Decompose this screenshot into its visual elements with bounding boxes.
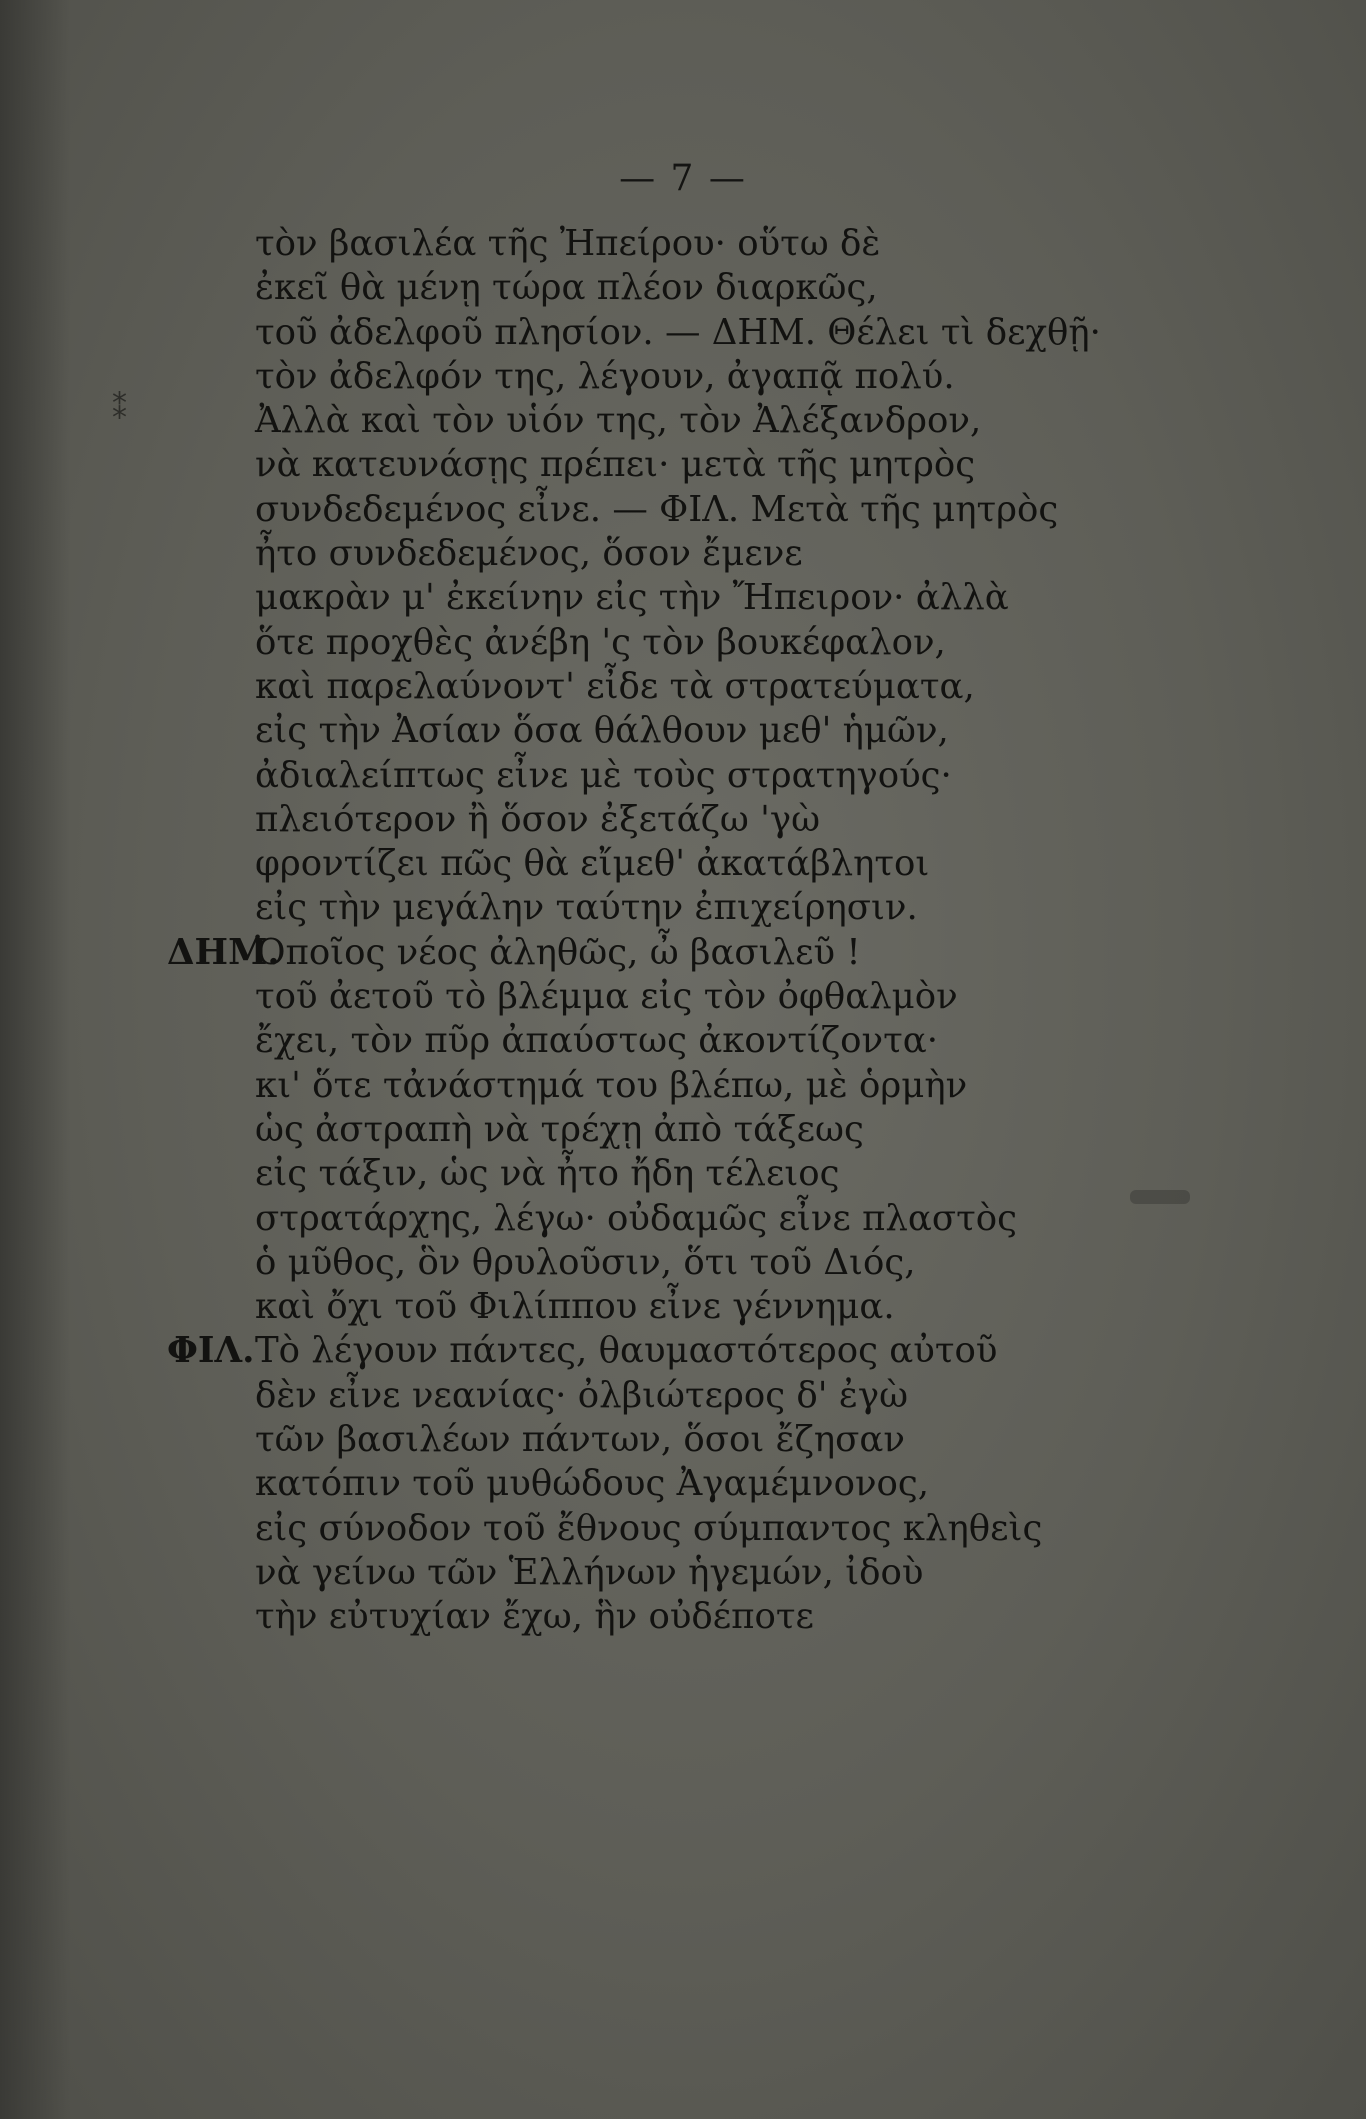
line-text: εἰς σύνοδον τοῦ ἔθνους σύμπαντος κληθεὶς bbox=[255, 1507, 1043, 1549]
line-text: φροντίζει πῶς θὰ εἴμεθ' ἀκατάβλητοι bbox=[255, 843, 930, 885]
line-text: εἰς τὴν μεγάλην ταύτην ἐπιχείρησιν. bbox=[255, 887, 918, 929]
text-line bbox=[255, 1019, 1255, 1063]
text-line bbox=[255, 222, 1255, 266]
text-line bbox=[255, 1152, 1255, 1196]
line-text: ὅτε προχθὲς ἀνέβη 'ς τὸν βουκέφαλον, bbox=[255, 621, 946, 663]
text-line bbox=[255, 1197, 1255, 1241]
line-text: εἰς τὴν Ἀσίαν ὅσα θάλθουν μεθ' ἡμῶν, bbox=[255, 710, 949, 752]
line-text: Ὁποῖος νέος ἀληθῶς, ὦ βασιλεῦ ! bbox=[255, 931, 861, 973]
line-text: τοῦ ἀετοῦ τὸ βλέμμα εἰς τὸν ὀφθαλμὸν bbox=[255, 976, 958, 1018]
line-text: ἔχει, τὸν πῦρ ἀπαύστως ἀκοντίζοντα· bbox=[255, 1020, 938, 1062]
line-text: πλειότερον ἢ ὅσον ἐξετάζω 'γὼ bbox=[255, 798, 821, 840]
text-line bbox=[255, 1595, 1255, 1639]
text-line bbox=[255, 1374, 1255, 1418]
text-line bbox=[255, 842, 1255, 886]
line-text: νὰ γείνω τῶν Ἑλλήνων ἡγεμών, ἰδοὺ bbox=[255, 1551, 924, 1593]
line-text: κατόπιν τοῦ μυθώδους Ἀγαμέμνονος, bbox=[255, 1463, 930, 1505]
line-text: δὲν εἶνε νεανίας· ὀλβιώτερος δ' ἐγὼ bbox=[255, 1374, 909, 1416]
text-line bbox=[255, 975, 1255, 1019]
speaker-label: ΔΗΜ. bbox=[167, 931, 280, 973]
line-text: τῶν βασιλέων πάντων, ὅσοι ἔζησαν bbox=[255, 1419, 905, 1461]
text-line bbox=[255, 1507, 1255, 1551]
text-line bbox=[255, 886, 1255, 930]
text-line bbox=[255, 266, 1255, 310]
line-text: ἦτο συνδεδεμένος, ὅσον ἔμενε bbox=[255, 533, 803, 575]
line-text: Τὸ λέγουν πάντες, θαυμαστότερος αὐτοῦ bbox=[255, 1330, 998, 1372]
line-text: ἐκεῖ θὰ μένῃ τώρα πλέον διαρκῶς, bbox=[255, 267, 878, 309]
line-text: μακρὰν μ' ἐκείνην εἰς τὴν Ἤπειρον· ἀλλὰ bbox=[255, 577, 1009, 619]
text-line bbox=[255, 488, 1255, 532]
line-text: τοῦ ἀδελφοῦ πλησίον. — ΔΗΜ. Θέλει τὶ δεχθῇ· bbox=[255, 311, 1101, 353]
page-gutter-shadow bbox=[0, 0, 70, 2119]
line-text: τὸν ἀδελφόν της, λέγουν, ἀγαπᾷ πολύ. bbox=[255, 355, 955, 397]
text-line bbox=[167, 1329, 1255, 1373]
text-line bbox=[255, 311, 1255, 355]
text-line bbox=[255, 1285, 1255, 1329]
line-text: ὡς ἀστραπὴ νὰ τρέχῃ ἀπὸ τάξεως bbox=[255, 1108, 864, 1150]
text-line bbox=[255, 1551, 1255, 1595]
text-line bbox=[255, 709, 1255, 753]
line-text: ἀδιαλείπτως εἶνε μὲ τοὺς στρατηγούς· bbox=[255, 754, 952, 796]
text-line bbox=[255, 754, 1255, 798]
page-number: — 7 — bbox=[619, 158, 747, 199]
speaker-label: ΦΙΛ. bbox=[167, 1330, 255, 1372]
text-line bbox=[255, 798, 1255, 842]
line-text: στρατάρχης, λέγω· οὐδαμῶς εἶνε πλαστὸς bbox=[255, 1197, 1018, 1239]
text-line bbox=[255, 1462, 1255, 1506]
line-text: κι' ὅτε τἀνάστημά του βλέπω, μὲ ὁρμὴν bbox=[255, 1064, 968, 1106]
text-line bbox=[255, 1108, 1255, 1152]
text-line bbox=[255, 443, 1255, 487]
text-line bbox=[255, 355, 1255, 399]
text-line bbox=[255, 621, 1255, 665]
text-line bbox=[255, 665, 1255, 709]
text-line bbox=[255, 1064, 1255, 1108]
line-text: εἰς τάξιν, ὡς νὰ ἦτο ἤδη τέλειος bbox=[255, 1153, 840, 1195]
line-text: συνδεδεμένος εἶνε. — ΦΙΛ. Μετὰ τῆς μητρὸς bbox=[255, 488, 1059, 530]
line-text: καὶ παρελαύνοντ' εἶδε τὰ στρατεύματα, bbox=[255, 665, 975, 707]
text-line bbox=[255, 576, 1255, 620]
text-line bbox=[255, 399, 1255, 443]
line-text: τὴν εὐτυχίαν ἔχω, ἣν οὐδέποτε bbox=[255, 1596, 814, 1638]
line-text: καὶ ὄχι τοῦ Φιλίππου εἶνε γέννημα. bbox=[255, 1286, 895, 1328]
text-line bbox=[167, 931, 1255, 975]
line-text: τὸν βασιλέα τῆς Ἠπείρου· οὕτω δὲ bbox=[255, 223, 881, 264]
line-text: νὰ κατευνάσῃς πρέπει· μετὰ τῆς μητρὸς bbox=[255, 444, 976, 486]
text-body bbox=[167, 222, 1255, 1640]
text-line bbox=[255, 1418, 1255, 1462]
line-text: Ἀλλὰ καὶ τὸν υἱόν της, τὸν Ἀλέξανδρον, bbox=[255, 400, 982, 442]
text-line bbox=[255, 532, 1255, 576]
margin-mark: ⁑ bbox=[112, 392, 127, 427]
line-text: ὁ μῦθος, ὃν θρυλοῦσιν, ὅτι τοῦ Διός, bbox=[255, 1241, 916, 1283]
text-line bbox=[255, 1241, 1255, 1285]
